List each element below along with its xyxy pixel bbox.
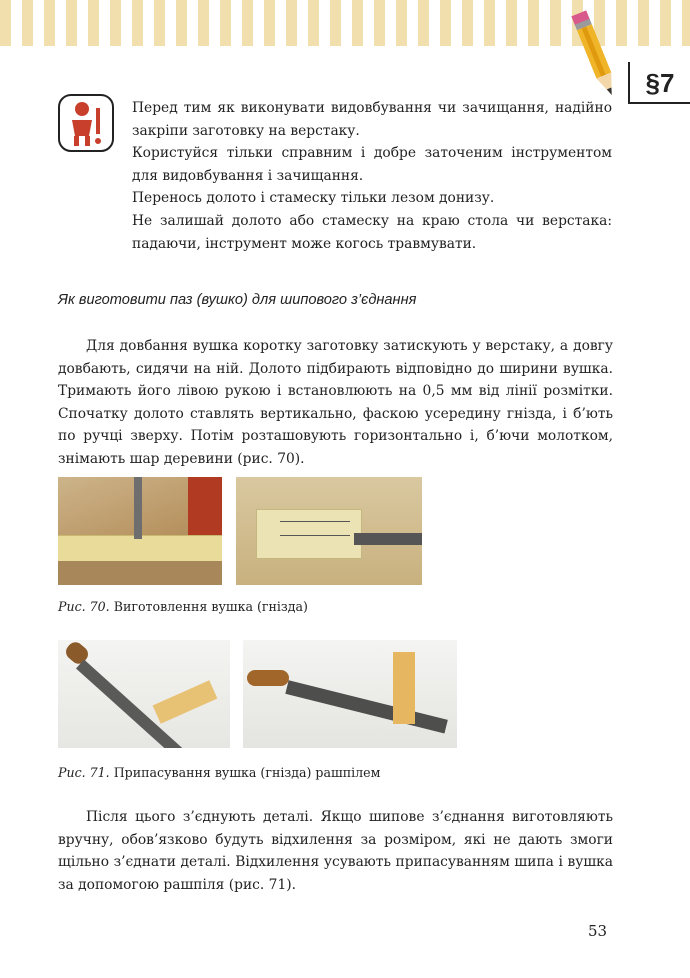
photo-rasp-fitting-2 — [243, 640, 457, 748]
figure-caption-text: Виготовлення вушка (гнізда) — [113, 599, 308, 614]
figure-label: Рис. 71. — [58, 765, 110, 780]
figure-71-caption — [58, 765, 380, 780]
section-number: §7 — [628, 62, 690, 104]
safety-rules — [132, 97, 612, 255]
pencil-icon — [566, 6, 626, 106]
safety-rule: Користуйся тільки справним і добре заточеним інструментом для видовбування і зачищання. — [132, 145, 612, 184]
photo-chiseling-horizontal — [236, 477, 422, 585]
figure-70-caption — [58, 599, 308, 614]
figure-caption-text: Припасування вушка (гнізда) рашпілем — [113, 765, 381, 780]
paragraph-1: Для довбання вушка коротку заготовку затискують у верстаку, а довгу довбають, сидячи на ній. Долото підбирають відповідно до ширини вушка. Тримають його лівою рукою і встановлюють на 0,5 мм від лінії розмітки. Спочатку долото ставлять вертикально, фаскою усередину гнізда, і б’ють по ручці зверху. Потім розташовують горизонтально і, б’ючи молотком, знімають шар деревини (рис. 70). — [58, 338, 613, 467]
subheading: Як виготовити паз (вушко) для шипового з’єднання — [58, 292, 417, 308]
safety-rule: Перед тим як виконувати видовбування чи зачищання, надійно закріпи заготовку на верстаку. — [132, 100, 612, 139]
safety-rule: Перенось долото і стамеску тільки лезом донизу. — [132, 190, 495, 207]
safety-warning-icon — [58, 94, 114, 152]
photo-rasp-fitting-1 — [58, 640, 230, 748]
paragraph-2: Після цього з’єднують деталі. Якщо шипове з’єднання виготовляють вручну, обов’язково будуть відхилення за розміром, які не дають змоги щільно з’єднати деталі. Відхилення усувають припасуванням шипа і вушка за допомогою рашпіля (рис. 71). — [58, 809, 613, 893]
page-number: 53 — [588, 922, 608, 940]
photo-chiseling-vertical — [58, 477, 222, 585]
figure-label: Рис. 70. — [58, 599, 110, 614]
safety-rule: Не залишай долото або стамеску на краю стола чи верстака: падаючи, інструмент може когось травмувати. — [132, 212, 612, 252]
